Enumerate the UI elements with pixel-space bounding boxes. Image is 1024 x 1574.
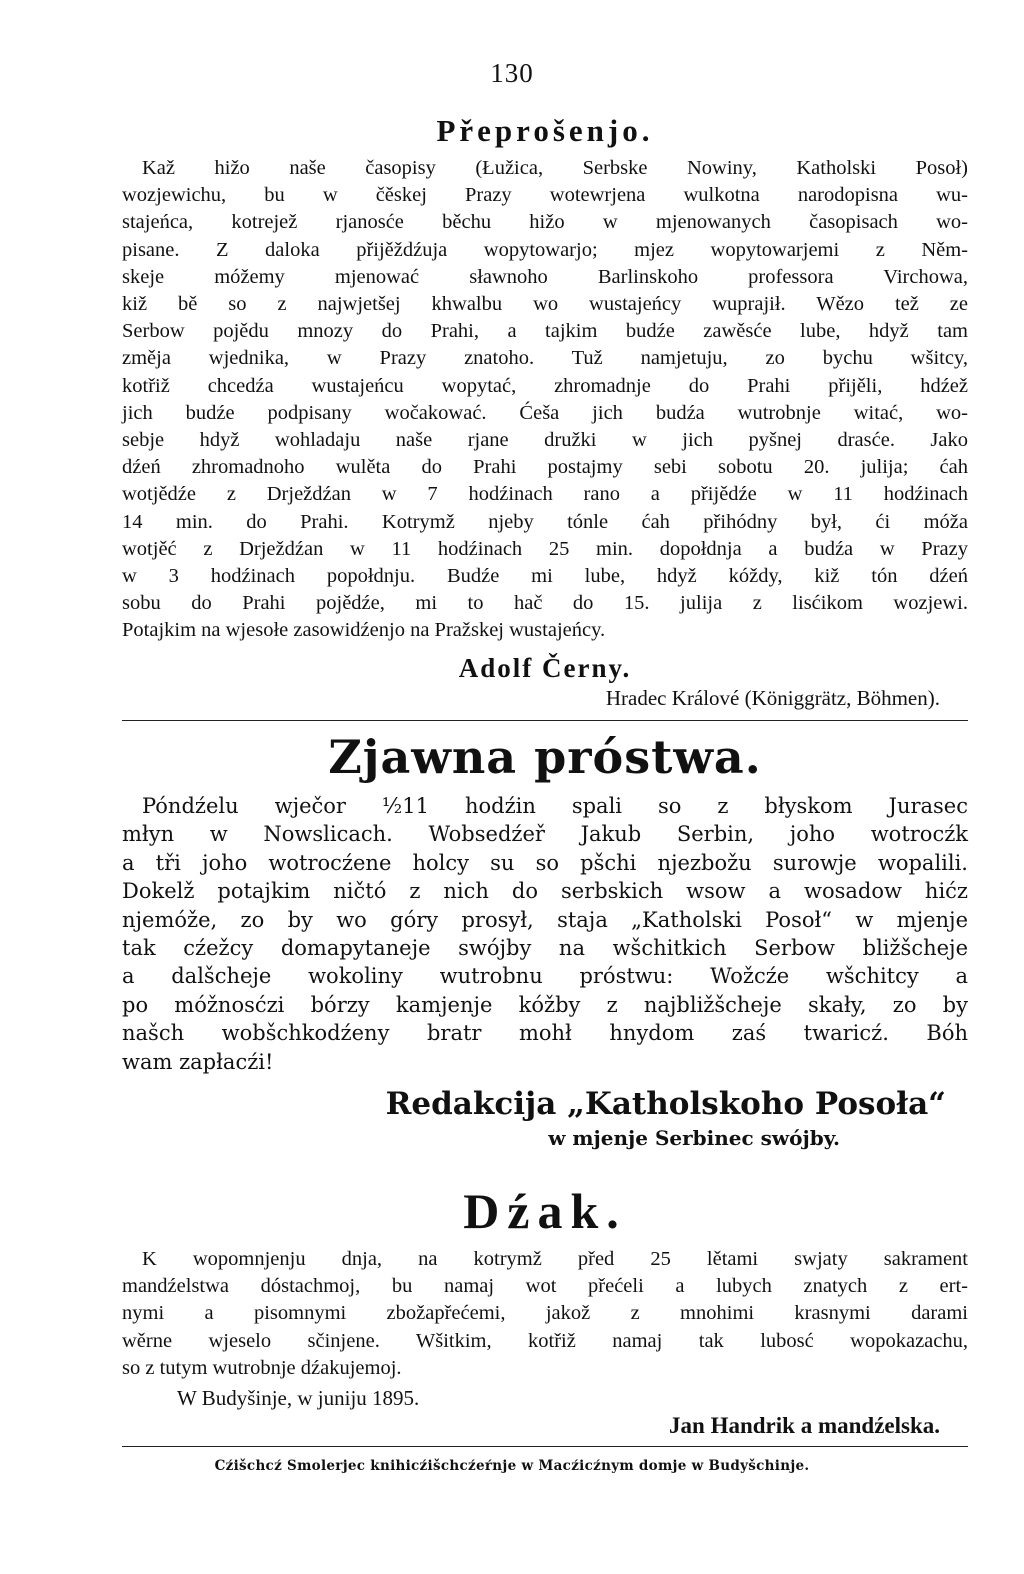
article-title: Přeprošenjo. — [436, 113, 654, 148]
text-line: pisane. Z daloka přijěždźuja wopytowarjo; mjez wopytowarjemi z Něm- — [122, 238, 968, 261]
text-line: Dokelž potajkim ničtó z nich do serbskich wsow a wosadow hićz — [122, 879, 968, 904]
text-line: njemóže, zo by wo góry prosył, staja „Katholski Posoł“ w mjenje — [122, 907, 968, 932]
article-body — [122, 1246, 968, 1382]
signature-name: Adolf Černy. — [458, 652, 632, 683]
text-line: K wopomnjenju dnja, na kotrymž před 25 lětami swjaty sakrament — [142, 1248, 968, 1270]
text-line: Póndźelu wječor ½11 hodźin spali so z błyskom Jurasec — [142, 794, 968, 818]
signature-sub: w mjenje Serbinec swójby. — [548, 1126, 840, 1151]
text-line: wotjědźe z Drježdźan w 7 hodźinach rano a přijědźe w 11 hodźinach — [122, 483, 968, 506]
text-line: wam zapłacźi! — [122, 1049, 274, 1074]
page-number: 130 — [490, 58, 534, 88]
signature-place: Hradec Králové (Königgrätz, Böhmen). — [605, 685, 940, 710]
divider-rule — [122, 720, 968, 721]
text-line: młyn w Nowslicach. Wobsedźeř Jakub Serbin, joho wotrocźk — [122, 822, 968, 847]
text-line: wotjěć z Drježdźan w 11 hodźinach 25 min. dopołdnja a budźa w Prazy — [122, 537, 968, 560]
printer-imprint: Cźišchcź Smolerjec knihicźišchcźeŕnje w Macźicźnym domje w Budyšchinje. — [214, 1458, 810, 1474]
text-line: našch wobšchkodźeny bratr mohł hnydom zaś twaricź. Bóh — [122, 1021, 968, 1046]
place-date: W Budyšinje, w juniju 1895. — [177, 1386, 420, 1411]
text-line: Potajkim na wjesołe zasowidźenjo na Pražskej wustajeńcy. — [122, 619, 606, 642]
text-line: dźeń zhromadnoho wulěta do Prahi postajmy sebi sobotu 20. julija; ćah — [122, 456, 968, 479]
text-line: wozjewichu, bu w čěskej Prazy wotewrjena wulkotna narodopisna wu- — [122, 184, 968, 207]
text-line: wěrne wjeselo sčinjene. Wšitkim, kotřiž namaj tak lubosć wopokazachu, — [122, 1329, 968, 1352]
text-line: kiž bě so z najwjetšej khwalbu wo wustajeńcy wuprajił. Wězo tež ze — [122, 293, 968, 316]
text-line: sobu do Prahi pojědźe, mi to hač do 15. julija z lisćikom wozjewi. — [122, 592, 968, 615]
article-title: Zjawna próstwa. — [328, 730, 762, 784]
signature-name: Jan Handrik a mandźelska. — [669, 1413, 940, 1439]
text-line: kotřiž chcedźa wustajeńcu wopytać, zhromadnje do Prahi přijěli, hdźež — [122, 374, 968, 397]
article-invitation — [122, 113, 968, 711]
article-body — [122, 155, 968, 645]
text-line: po móžnosćzi bórzy kamjenje kóžby z najbližšcheje skały, zo by — [122, 992, 968, 1017]
article-public-request — [122, 730, 968, 1150]
text-line: sebje hdyž wohladaju naše rjane družki w jich pyšnej drasće. Jako — [122, 429, 968, 452]
text-line: w 3 hodźinach popołdnju. Budźe mi lube, hdyž kóždy, kiž tón dźeń — [122, 565, 968, 588]
divider-rule — [122, 1446, 968, 1447]
text-line: skeje móžemy mjenować sławnoho Barlinskoho professora Virchowa, — [122, 265, 968, 288]
text-line: nymi a pisomnymi zbožapřećemi, jakož z mnohimi krasnymi darami — [122, 1302, 968, 1325]
text-line: jich budźe podpisany wočakować. Ćeša jich budźa wutrobnje witać, wo- — [122, 401, 968, 424]
text-line: stajeńca, kotrejež rjanosće běchu hižo w mjenowanych časopisach wo- — [122, 211, 968, 234]
text-line: a tři joho wotrocźene holcy su so pšchi njezbožu surowje wopalili. — [122, 850, 968, 875]
text-line: změja wjednika, w Prazy znatoho. Tuž namjetuju, zo bychu wšitcy, — [122, 347, 968, 370]
text-line: tak cźežcy domapytaneje swójby na wšchitkich Serbow bližšcheje — [122, 936, 968, 961]
text-line: Kaž hižo naše časopisy (Łužica, Serbske Nowiny, Katholski Posoł) — [142, 157, 968, 179]
text-line: 14 min. do Prahi. Kotrymž njeby tónle ćah přihódny był, ći móža — [122, 510, 968, 533]
article-title: Dźak. — [463, 1183, 627, 1239]
text-line: a dalšcheje wokoliny wutrobnu próstwu: Wožcźe wšchitcy a — [122, 964, 968, 989]
article-thanks — [122, 1182, 968, 1439]
text-line: mandźelstwa dóstachmoj, bu namaj wot přećeli a lubych znatych z ert- — [122, 1275, 968, 1298]
text-line: so z tutym wutrobnje dźakujemoj. — [122, 1356, 402, 1379]
article-body — [122, 792, 968, 1076]
signature-name: Redakcija „Katholskoho Posoła“ — [385, 1086, 946, 1123]
text-line: Serbow pojědu mnozy do Prahi, a tajkim budźe zawěsće lube, hdyž tam — [122, 320, 968, 343]
